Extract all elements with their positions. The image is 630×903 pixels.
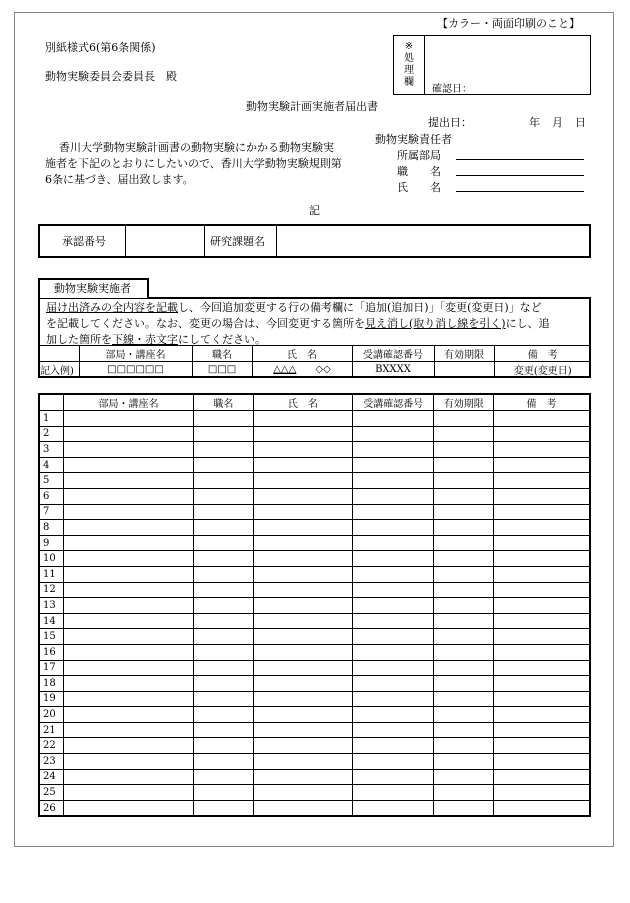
example-remarks: 変更(変更日) [494, 362, 591, 378]
cell-remarks[interactable] [494, 676, 590, 692]
cell-remarks[interactable] [494, 442, 590, 458]
cell-dept[interactable] [63, 722, 193, 738]
cell-name[interactable] [253, 738, 352, 754]
cell-name[interactable] [253, 488, 352, 504]
responsible-title: 動物実験責任者 [375, 133, 452, 146]
cell-post[interactable] [194, 785, 254, 801]
cell-dept[interactable] [63, 535, 193, 551]
cell-cert[interactable] [353, 582, 434, 598]
example-row [38, 362, 591, 378]
body-line-3: 6条に基づき、届出致します。 [45, 173, 194, 186]
cell-remarks[interactable] [494, 598, 590, 614]
cell-remarks[interactable] [494, 644, 590, 660]
cell-name[interactable] [253, 722, 352, 738]
cell-name[interactable] [253, 769, 352, 785]
col-dept: 部局・講座名 [79, 346, 192, 362]
cell-remarks[interactable] [494, 582, 590, 598]
cell-dept[interactable] [63, 660, 193, 676]
cell-post[interactable] [194, 660, 254, 676]
example-cert: BXXXX [352, 362, 434, 378]
row-number: 23 [39, 754, 63, 770]
cell-dept[interactable] [63, 676, 193, 692]
table-row [39, 582, 590, 598]
header-cert: 受講確認番号 [353, 394, 434, 411]
color-print-note: 【カラー・両面印刷のこと】 [437, 17, 580, 30]
cell-cert[interactable] [353, 504, 434, 520]
example-dept: □□□□□□ [79, 362, 192, 378]
row-number: 4 [39, 457, 63, 473]
cell-post[interactable] [194, 566, 254, 582]
example-header-blank [38, 346, 79, 362]
cell-dept[interactable] [63, 754, 193, 770]
cell-expiry[interactable] [434, 660, 494, 676]
body-line-2: 施者を下記のとおりにしたいので、香川大学動物実験規則第 [45, 157, 342, 170]
responsible-name-field[interactable] [456, 191, 584, 192]
cell-name[interactable] [253, 566, 352, 582]
cell-remarks[interactable] [494, 754, 590, 770]
cell-expiry[interactable] [434, 769, 494, 785]
cell-cert[interactable] [353, 551, 434, 567]
cell-name[interactable] [253, 800, 352, 816]
note-3b: 下線・赤文字 [112, 333, 178, 346]
table-row [39, 785, 590, 801]
header-blank [39, 394, 63, 411]
cell-dept[interactable] [63, 411, 193, 427]
table-row [39, 613, 590, 629]
cell-cert[interactable] [353, 644, 434, 660]
cell-remarks[interactable] [494, 800, 590, 816]
cell-post[interactable] [194, 722, 254, 738]
confirm-date-label: 確認日： [432, 84, 472, 95]
cell-name[interactable] [253, 520, 352, 536]
cell-name[interactable] [253, 613, 352, 629]
header-expiry: 有効期限 [434, 394, 494, 411]
cell-name[interactable] [253, 582, 352, 598]
body-line-1: 香川大学動物実験計画書の動物実験にかかる動物実験実 [59, 141, 334, 154]
row-number: 8 [39, 520, 63, 536]
row-number: 12 [39, 582, 63, 598]
cell-cert[interactable] [353, 426, 434, 442]
cell-remarks[interactable] [494, 691, 590, 707]
table-row [39, 426, 590, 442]
cell-name[interactable] [253, 411, 352, 427]
cell-cert[interactable] [353, 488, 434, 504]
cell-expiry[interactable] [434, 707, 494, 723]
table-row [39, 769, 590, 785]
cell-post[interactable] [194, 411, 254, 427]
cell-expiry[interactable] [434, 598, 494, 614]
cell-remarks[interactable] [494, 411, 590, 427]
table-row [39, 660, 590, 676]
table-row [39, 800, 590, 816]
cell-expiry[interactable] [434, 504, 494, 520]
responsible-name-label: 氏 名 [397, 181, 441, 194]
example-header-row [38, 346, 591, 362]
row-number: 22 [39, 738, 63, 754]
cell-remarks[interactable] [494, 488, 590, 504]
processing-label [394, 36, 425, 94]
note-2b: 見え消し(取り消し線を引く) [365, 317, 506, 330]
cell-dept[interactable] [63, 426, 193, 442]
cell-cert[interactable] [353, 738, 434, 754]
table-row [39, 457, 590, 473]
proc-mark-1: ※ [404, 41, 414, 52]
cell-dept[interactable] [63, 504, 193, 520]
cell-dept[interactable] [63, 488, 193, 504]
cell-name[interactable] [253, 676, 352, 692]
proc-mark-3: 理 [404, 65, 414, 76]
table-row [39, 504, 590, 520]
col-cert: 受講確認番号 [352, 346, 434, 362]
cell-post[interactable] [194, 488, 254, 504]
cell-name[interactable] [253, 644, 352, 660]
cell-name[interactable] [253, 473, 352, 489]
example-table [38, 345, 591, 378]
table-header-row [39, 394, 590, 411]
cell-post[interactable] [194, 613, 254, 629]
header-name: 氏 名 [253, 394, 352, 411]
cell-cert[interactable] [353, 707, 434, 723]
header-dept: 部局・講座名 [63, 394, 193, 411]
cell-remarks[interactable] [494, 504, 590, 520]
cell-post[interactable] [194, 582, 254, 598]
cell-cert[interactable] [353, 691, 434, 707]
cell-cert[interactable] [353, 473, 434, 489]
cell-post[interactable] [194, 457, 254, 473]
cell-expiry[interactable] [434, 629, 494, 645]
cell-post[interactable] [194, 473, 254, 489]
row-number: 21 [39, 722, 63, 738]
table-row [39, 722, 590, 738]
cell-name[interactable] [253, 504, 352, 520]
row-number: 19 [39, 691, 63, 707]
cell-expiry[interactable] [434, 785, 494, 801]
cell-remarks[interactable] [494, 520, 590, 536]
cell-remarks[interactable] [494, 613, 590, 629]
cell-expiry[interactable] [434, 738, 494, 754]
table-row [39, 566, 590, 582]
cell-expiry[interactable] [434, 520, 494, 536]
table-row [39, 411, 590, 427]
cell-remarks[interactable] [494, 426, 590, 442]
cell-cert[interactable] [353, 411, 434, 427]
cell-dept[interactable] [63, 442, 193, 458]
cell-dept[interactable] [63, 582, 193, 598]
note-1a: 届け出済みの全内容を記載 [46, 301, 178, 314]
row-number: 18 [39, 676, 63, 692]
row-number: 16 [39, 644, 63, 660]
example-expiry [434, 362, 494, 378]
row-number: 17 [39, 660, 63, 676]
cell-dept[interactable] [63, 707, 193, 723]
table-row [39, 644, 590, 660]
approval-row [38, 224, 591, 258]
cell-cert[interactable] [353, 722, 434, 738]
cell-cert[interactable] [353, 457, 434, 473]
cell-dept[interactable] [63, 473, 193, 489]
cell-cert[interactable] [353, 566, 434, 582]
submission-day: 日 [575, 116, 586, 129]
responsible-dept-field[interactable] [456, 159, 584, 160]
cell-expiry[interactable] [434, 613, 494, 629]
cell-cert[interactable] [353, 535, 434, 551]
cell-dept[interactable] [63, 551, 193, 567]
row-number: 26 [39, 800, 63, 816]
cell-post[interactable] [194, 691, 254, 707]
cell-expiry[interactable] [434, 676, 494, 692]
cell-post[interactable] [194, 629, 254, 645]
cell-post[interactable] [194, 426, 254, 442]
col-expiry: 有効期限 [434, 346, 494, 362]
project-title-label: 研究課題名 [210, 235, 265, 248]
cell-expiry[interactable] [434, 411, 494, 427]
note-3c: にしてください。 [178, 333, 266, 346]
cell-post[interactable] [194, 800, 254, 816]
row-number: 10 [39, 551, 63, 567]
cell-dept[interactable] [63, 566, 193, 582]
row-number: 1 [39, 411, 63, 427]
cell-expiry[interactable] [434, 473, 494, 489]
table-row [39, 535, 590, 551]
submission-date-label: 提出日： [428, 116, 472, 129]
cell-remarks[interactable] [494, 629, 590, 645]
cell-name[interactable] [253, 442, 352, 458]
cell-dept[interactable] [63, 738, 193, 754]
cell-expiry[interactable] [434, 644, 494, 660]
cell-name[interactable] [253, 551, 352, 567]
responsible-post-label: 職 名 [397, 165, 441, 178]
cell-name[interactable] [253, 691, 352, 707]
cell-post[interactable] [194, 504, 254, 520]
cell-expiry[interactable] [434, 582, 494, 598]
cell-name[interactable] [253, 754, 352, 770]
row-number: 20 [39, 707, 63, 723]
cell-cert[interactable] [353, 660, 434, 676]
col-remarks: 備 考 [494, 346, 591, 362]
cell-post[interactable] [194, 442, 254, 458]
row-number: 2 [39, 426, 63, 442]
processing-box [393, 35, 591, 95]
cell-dept[interactable] [63, 691, 193, 707]
row-number: 15 [39, 629, 63, 645]
cell-remarks[interactable] [494, 566, 590, 582]
cell-expiry[interactable] [434, 800, 494, 816]
cell-remarks[interactable] [494, 785, 590, 801]
cell-remarks[interactable] [494, 769, 590, 785]
row-number: 13 [39, 598, 63, 614]
cell-remarks[interactable] [494, 473, 590, 489]
table-row [39, 598, 590, 614]
cell-post[interactable] [194, 707, 254, 723]
cell-remarks[interactable] [494, 457, 590, 473]
cell-dept[interactable] [63, 800, 193, 816]
cell-dept[interactable] [63, 769, 193, 785]
cell-expiry[interactable] [434, 488, 494, 504]
table-row [39, 520, 590, 536]
responsible-post-field[interactable] [456, 175, 584, 176]
table-row [39, 551, 590, 567]
cell-cert[interactable] [353, 598, 434, 614]
cell-cert[interactable] [353, 520, 434, 536]
cell-cert[interactable] [353, 676, 434, 692]
example-name-b: ◇◇ [315, 364, 331, 375]
table-row [39, 473, 590, 489]
implementer-table [38, 393, 591, 817]
cell-post[interactable] [194, 769, 254, 785]
project-title-field[interactable] [278, 226, 589, 256]
cell-cert[interactable] [353, 769, 434, 785]
cell-dept[interactable] [63, 457, 193, 473]
cell-post[interactable] [194, 520, 254, 536]
responsible-dept-label: 所属部局 [397, 149, 441, 162]
row-number: 7 [39, 504, 63, 520]
cell-name[interactable] [253, 426, 352, 442]
note-1b: し、今回追加変更する行の備考欄に「追加(追加日)」「変更(変更日)」など [178, 301, 542, 314]
row-number: 25 [39, 785, 63, 801]
cell-dept[interactable] [63, 520, 193, 536]
cell-cert[interactable] [353, 800, 434, 816]
cell-expiry[interactable] [434, 551, 494, 567]
ki-heading: 記 [309, 204, 320, 217]
cell-remarks[interactable] [494, 707, 590, 723]
example-post: □□□ [192, 362, 252, 378]
cell-cert[interactable] [353, 754, 434, 770]
note-2a: を記載してください。なお、変更の場合は、今回変更する箇所を [46, 317, 365, 330]
table-row [39, 754, 590, 770]
cell-remarks[interactable] [494, 535, 590, 551]
cell-post[interactable] [194, 644, 254, 660]
implementer-tab: 動物実験実施者 [38, 278, 149, 298]
table-row [39, 676, 590, 692]
cell-expiry[interactable] [434, 426, 494, 442]
cell-cert[interactable] [353, 629, 434, 645]
table-row [39, 629, 590, 645]
cell-dept[interactable] [63, 613, 193, 629]
table-row [39, 442, 590, 458]
cell-remarks[interactable] [494, 738, 590, 754]
doc-title: 動物実験計画実施者届出書 [246, 100, 378, 113]
row-number: 9 [39, 535, 63, 551]
cell-expiry[interactable] [434, 442, 494, 458]
addressee: 動物実験委員会委員長 殿 [45, 70, 177, 83]
cell-name[interactable] [253, 785, 352, 801]
cell-dept[interactable] [63, 644, 193, 660]
cell-name[interactable] [253, 629, 352, 645]
implementer-note [46, 300, 586, 348]
cell-dept[interactable] [63, 629, 193, 645]
cell-expiry[interactable] [434, 566, 494, 582]
row-number: 24 [39, 769, 63, 785]
cell-post[interactable] [194, 738, 254, 754]
col-name: 氏 名 [252, 346, 352, 362]
proc-mark-4: 欄 [404, 77, 414, 88]
cell-name[interactable] [253, 660, 352, 676]
cell-name[interactable] [253, 707, 352, 723]
table-row [39, 738, 590, 754]
example-name [252, 362, 352, 378]
submission-year: 年 [529, 116, 540, 129]
submission-month: 月 [552, 116, 563, 129]
cell-post[interactable] [194, 754, 254, 770]
cell-expiry[interactable] [434, 457, 494, 473]
approval-number-field[interactable] [127, 226, 202, 256]
col-post: 職名 [192, 346, 252, 362]
cell-name[interactable] [253, 598, 352, 614]
cell-expiry[interactable] [434, 754, 494, 770]
cell-name[interactable] [253, 457, 352, 473]
header-remarks: 備 考 [494, 394, 590, 411]
cell-expiry[interactable] [434, 535, 494, 551]
note-2c: にし、追 [505, 317, 550, 330]
header-post: 職名 [194, 394, 254, 411]
row-number: 6 [39, 488, 63, 504]
table-row [39, 707, 590, 723]
cell-remarks[interactable] [494, 551, 590, 567]
form-number: 別紙様式6(第6条関係) [45, 41, 156, 54]
row-number: 5 [39, 473, 63, 489]
row-number: 14 [39, 613, 63, 629]
cell-post[interactable] [194, 551, 254, 567]
example-name-a: △△△ [273, 364, 297, 375]
row-number: 3 [39, 442, 63, 458]
cell-cert[interactable] [353, 442, 434, 458]
cell-post[interactable] [194, 598, 254, 614]
note-3a: 加した箇所を [46, 333, 112, 346]
cell-remarks[interactable] [494, 722, 590, 738]
table-row [39, 488, 590, 504]
row-number: 11 [39, 566, 63, 582]
cell-post[interactable] [194, 676, 254, 692]
cell-post[interactable] [194, 535, 254, 551]
cell-expiry[interactable] [434, 691, 494, 707]
table-row [39, 691, 590, 707]
proc-mark-2: 処 [404, 53, 414, 64]
cell-remarks[interactable] [494, 660, 590, 676]
cell-expiry[interactable] [434, 722, 494, 738]
cell-cert[interactable] [353, 785, 434, 801]
cell-cert[interactable] [353, 613, 434, 629]
cell-name[interactable] [253, 535, 352, 551]
approval-number-label: 承認番号 [62, 235, 106, 248]
cell-dept[interactable] [63, 598, 193, 614]
cell-dept[interactable] [63, 785, 193, 801]
example-label: 記入例) [38, 362, 79, 378]
